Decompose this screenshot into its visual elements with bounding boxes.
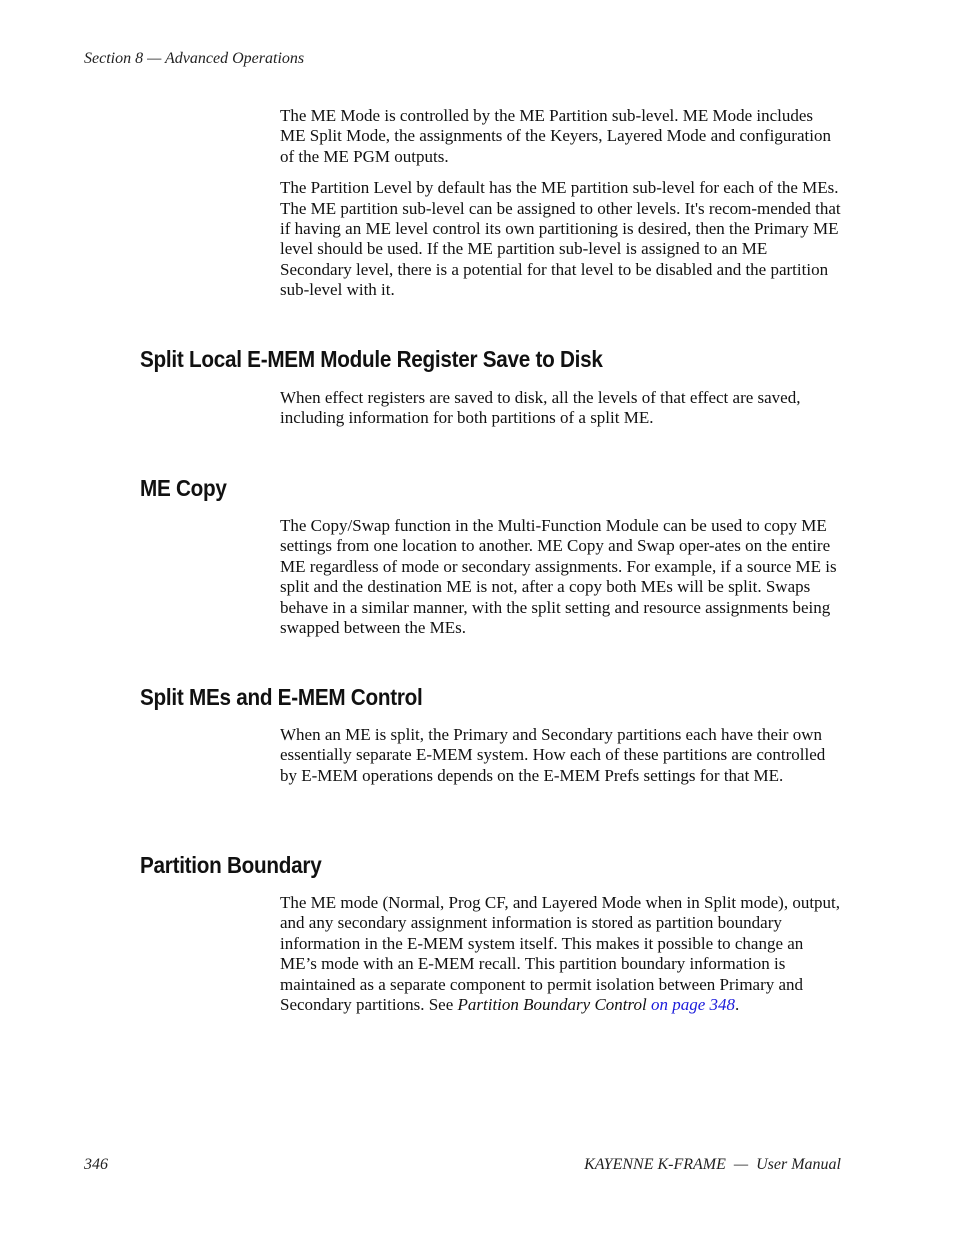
me-copy-text: The Copy/Swap function in the Multi-Function Module can be used to copy ME settings from one location to another. ME Copy and Swap oper-ates on the entire ME regardless of mode or secondary assignments. For example, if a source ME is split and the destination ME is not, after a copy both MEs will be split. Swaps behave in a similar manner, with the split setting and resource assignments being swapped between the MEs. (280, 516, 837, 638)
running-header: Section 8 — Advanced Operations (84, 50, 305, 67)
cross-reference-title[interactable]: Partition Boundary Control (457, 995, 647, 1015)
page-number: 346 (84, 1156, 108, 1173)
partition-boundary-body: The ME mode (Normal, Prog CF, and Layered Mode when in Split mode), output, and any secondary assignment information is stored as partition boundary information in the E-MEM system itself. This makes it possible to change an ME’s mode with an E-MEM recall. This partition boundary information is maintained as a separate component to permit isolation between Primary and Secondary partitions. See (280, 893, 841, 1015)
manual-title: KAYENNE K-FRAME — User Manual (584, 1156, 841, 1173)
heading-partition-boundary: Partition Boundary (140, 852, 322, 878)
intro-paragraph-2: The Partition Level by default has the ME partition sub-level for each of the MEs. The ME partition sub-level can be assigned to other levels. It's recom-mended that if having an ME level control its own partitioning is desired, then the Primary ME level should be used. If the ME partition sub-level is assigned to an ME Secondary level, there is a potential for that level to be disabled and the partition sub-level with it. (280, 178, 841, 300)
heading-split-local-emem: Split Local E-MEM Module Register Save to Disk (140, 346, 603, 372)
partition-boundary-text (280, 893, 842, 1015)
intro-paragraph-1: The ME Mode is controlled by the ME Partition sub-level. ME Mode includes ME Split Mode, the assignments of the Keyers, Layered Mode and configuration of the ME PGM outputs. (280, 106, 831, 166)
split-local-emem-text: When effect registers are saved to disk, all the levels of that effect are saved, including information for both partitions of a split ME. (280, 388, 801, 428)
cross-reference-link[interactable] (458, 995, 736, 1014)
heading-split-mes-emem: Split MEs and E-MEM Control (140, 684, 423, 710)
split-mes-emem-text: When an ME is split, the Primary and Secondary partitions each have their own essentially separate E-MEM system. How each of these partitions are controlled by E-MEM operations depends on the E-MEM Prefs settings for that ME. (280, 725, 826, 785)
intro-text (280, 106, 842, 301)
heading-me-copy: ME Copy (140, 475, 227, 501)
sentence-end: . (735, 995, 740, 1015)
cross-reference-page[interactable]: on page 348 (650, 995, 736, 1015)
